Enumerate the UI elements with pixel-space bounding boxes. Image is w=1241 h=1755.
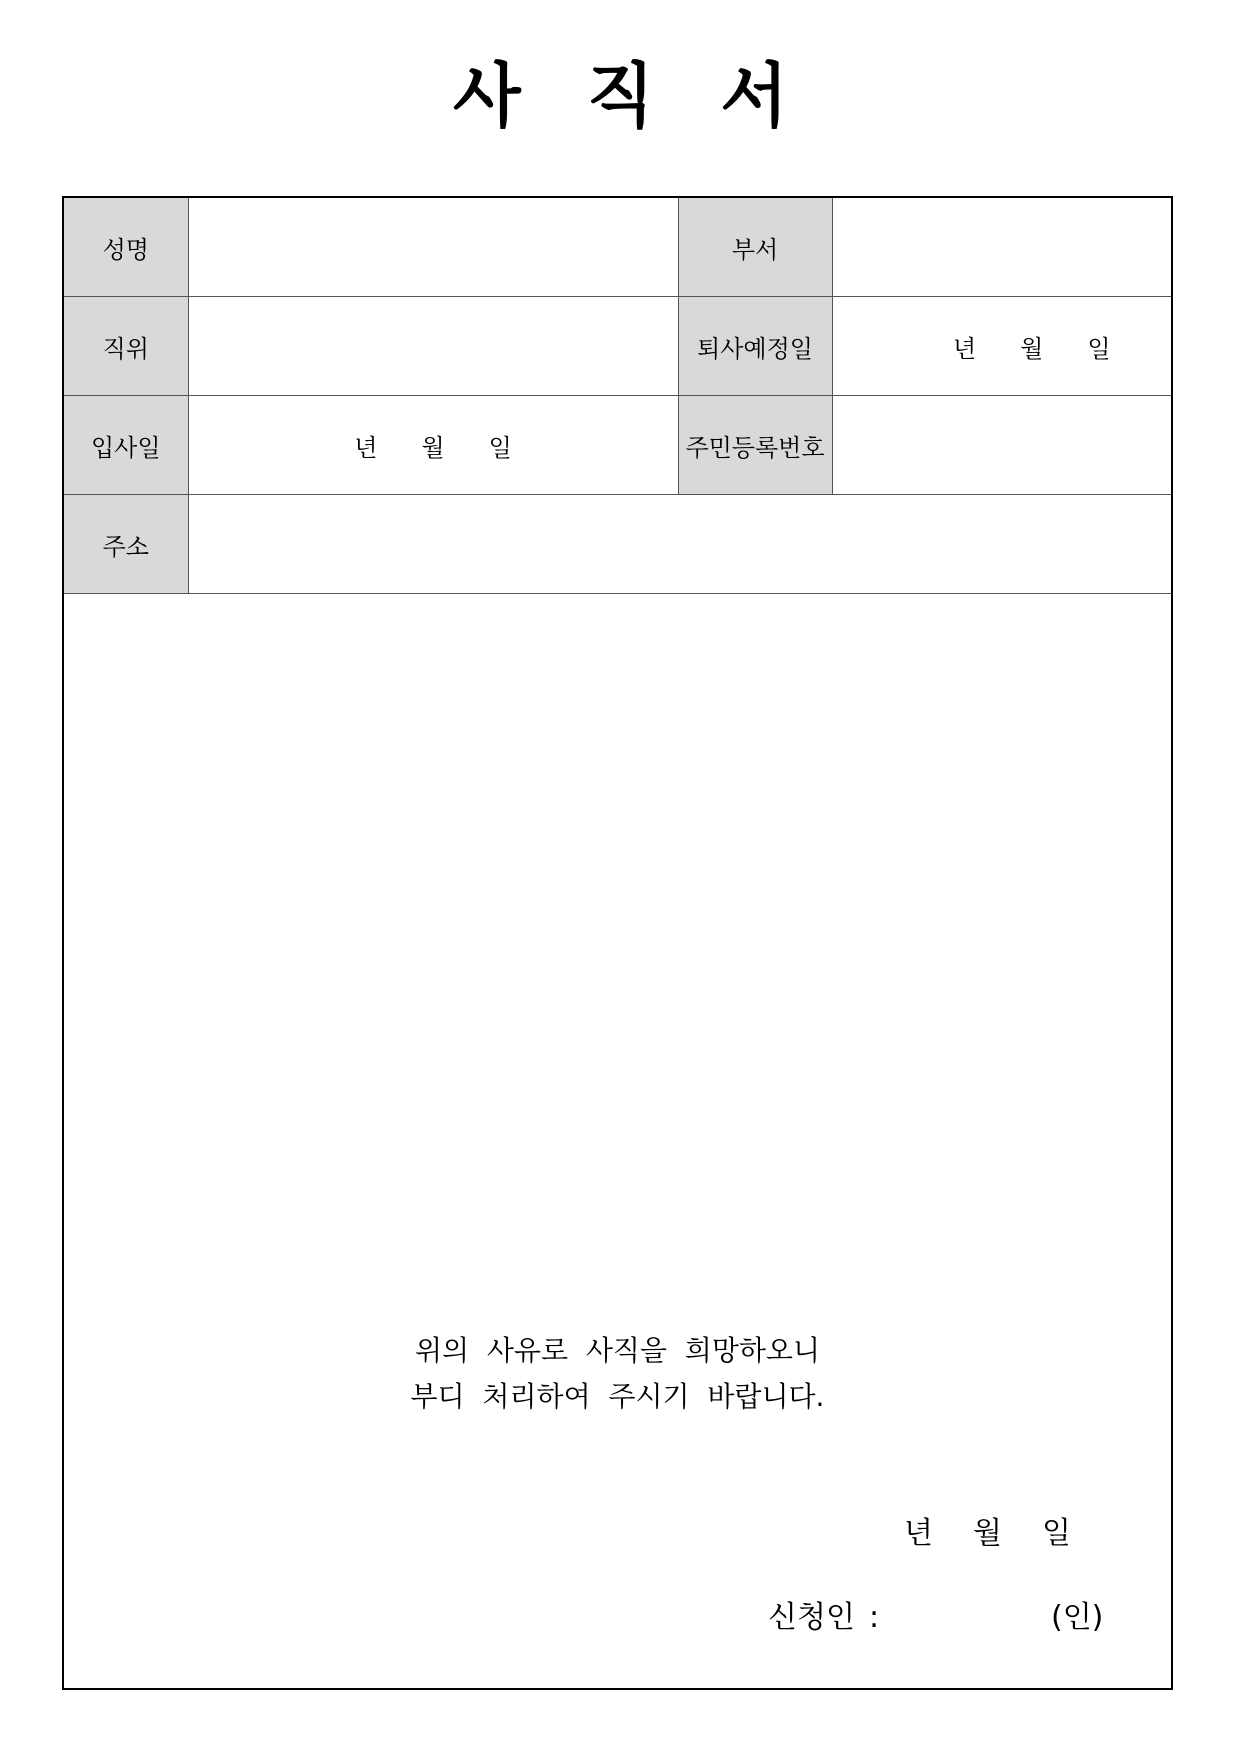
info-table xyxy=(64,198,1171,594)
position-field[interactable] xyxy=(188,297,678,396)
year-label: 년 xyxy=(354,433,378,462)
day-label: 일 xyxy=(1041,1516,1071,1551)
resignation-form xyxy=(62,196,1173,1690)
join-date-field[interactable] xyxy=(188,396,678,495)
title-char-1: 사 xyxy=(453,55,521,137)
table-row xyxy=(64,495,1171,594)
join-date-label: 입사일 xyxy=(64,396,188,495)
document-title xyxy=(0,40,1241,141)
seal-label: (인) xyxy=(1051,1600,1104,1635)
department-field[interactable] xyxy=(832,198,1171,297)
title-char-2: 직 xyxy=(586,55,655,137)
day-label: 일 xyxy=(1087,334,1111,363)
department-label: 부서 xyxy=(678,198,832,297)
signature-date[interactable] xyxy=(904,1508,1164,1552)
address-label: 주소 xyxy=(64,495,188,594)
resignation-date-field[interactable] xyxy=(832,297,1171,396)
position-label: 직위 xyxy=(64,297,188,396)
applicant-colon: : xyxy=(868,1600,880,1635)
applicant-signature[interactable] xyxy=(768,1592,1168,1636)
month-label: 월 xyxy=(421,433,445,462)
statement-line-2: 부디 처리하여 주시기 바랍니다. xyxy=(410,1380,825,1413)
resident-number-label: 주민등록번호 xyxy=(678,396,832,495)
table-row xyxy=(64,198,1171,297)
name-field[interactable] xyxy=(188,198,678,297)
applicant-label: 신청인 xyxy=(768,1600,855,1635)
address-field[interactable] xyxy=(188,495,1171,594)
table-row xyxy=(64,297,1171,396)
statement-line-1: 위의 사유로 사직을 희망하오니 xyxy=(414,1334,821,1367)
table-row xyxy=(64,396,1171,495)
month-label: 월 xyxy=(972,1516,1002,1551)
statement xyxy=(64,1328,1171,1420)
resignation-date-label: 퇴사예정일 xyxy=(678,297,832,396)
year-label: 년 xyxy=(904,1516,933,1551)
year-label: 년 xyxy=(952,334,977,363)
month-label: 월 xyxy=(1020,334,1044,363)
day-label: 일 xyxy=(488,433,512,462)
resident-number-field[interactable] xyxy=(832,396,1171,495)
title-char-3: 서 xyxy=(720,55,788,137)
name-label: 성명 xyxy=(64,198,188,297)
